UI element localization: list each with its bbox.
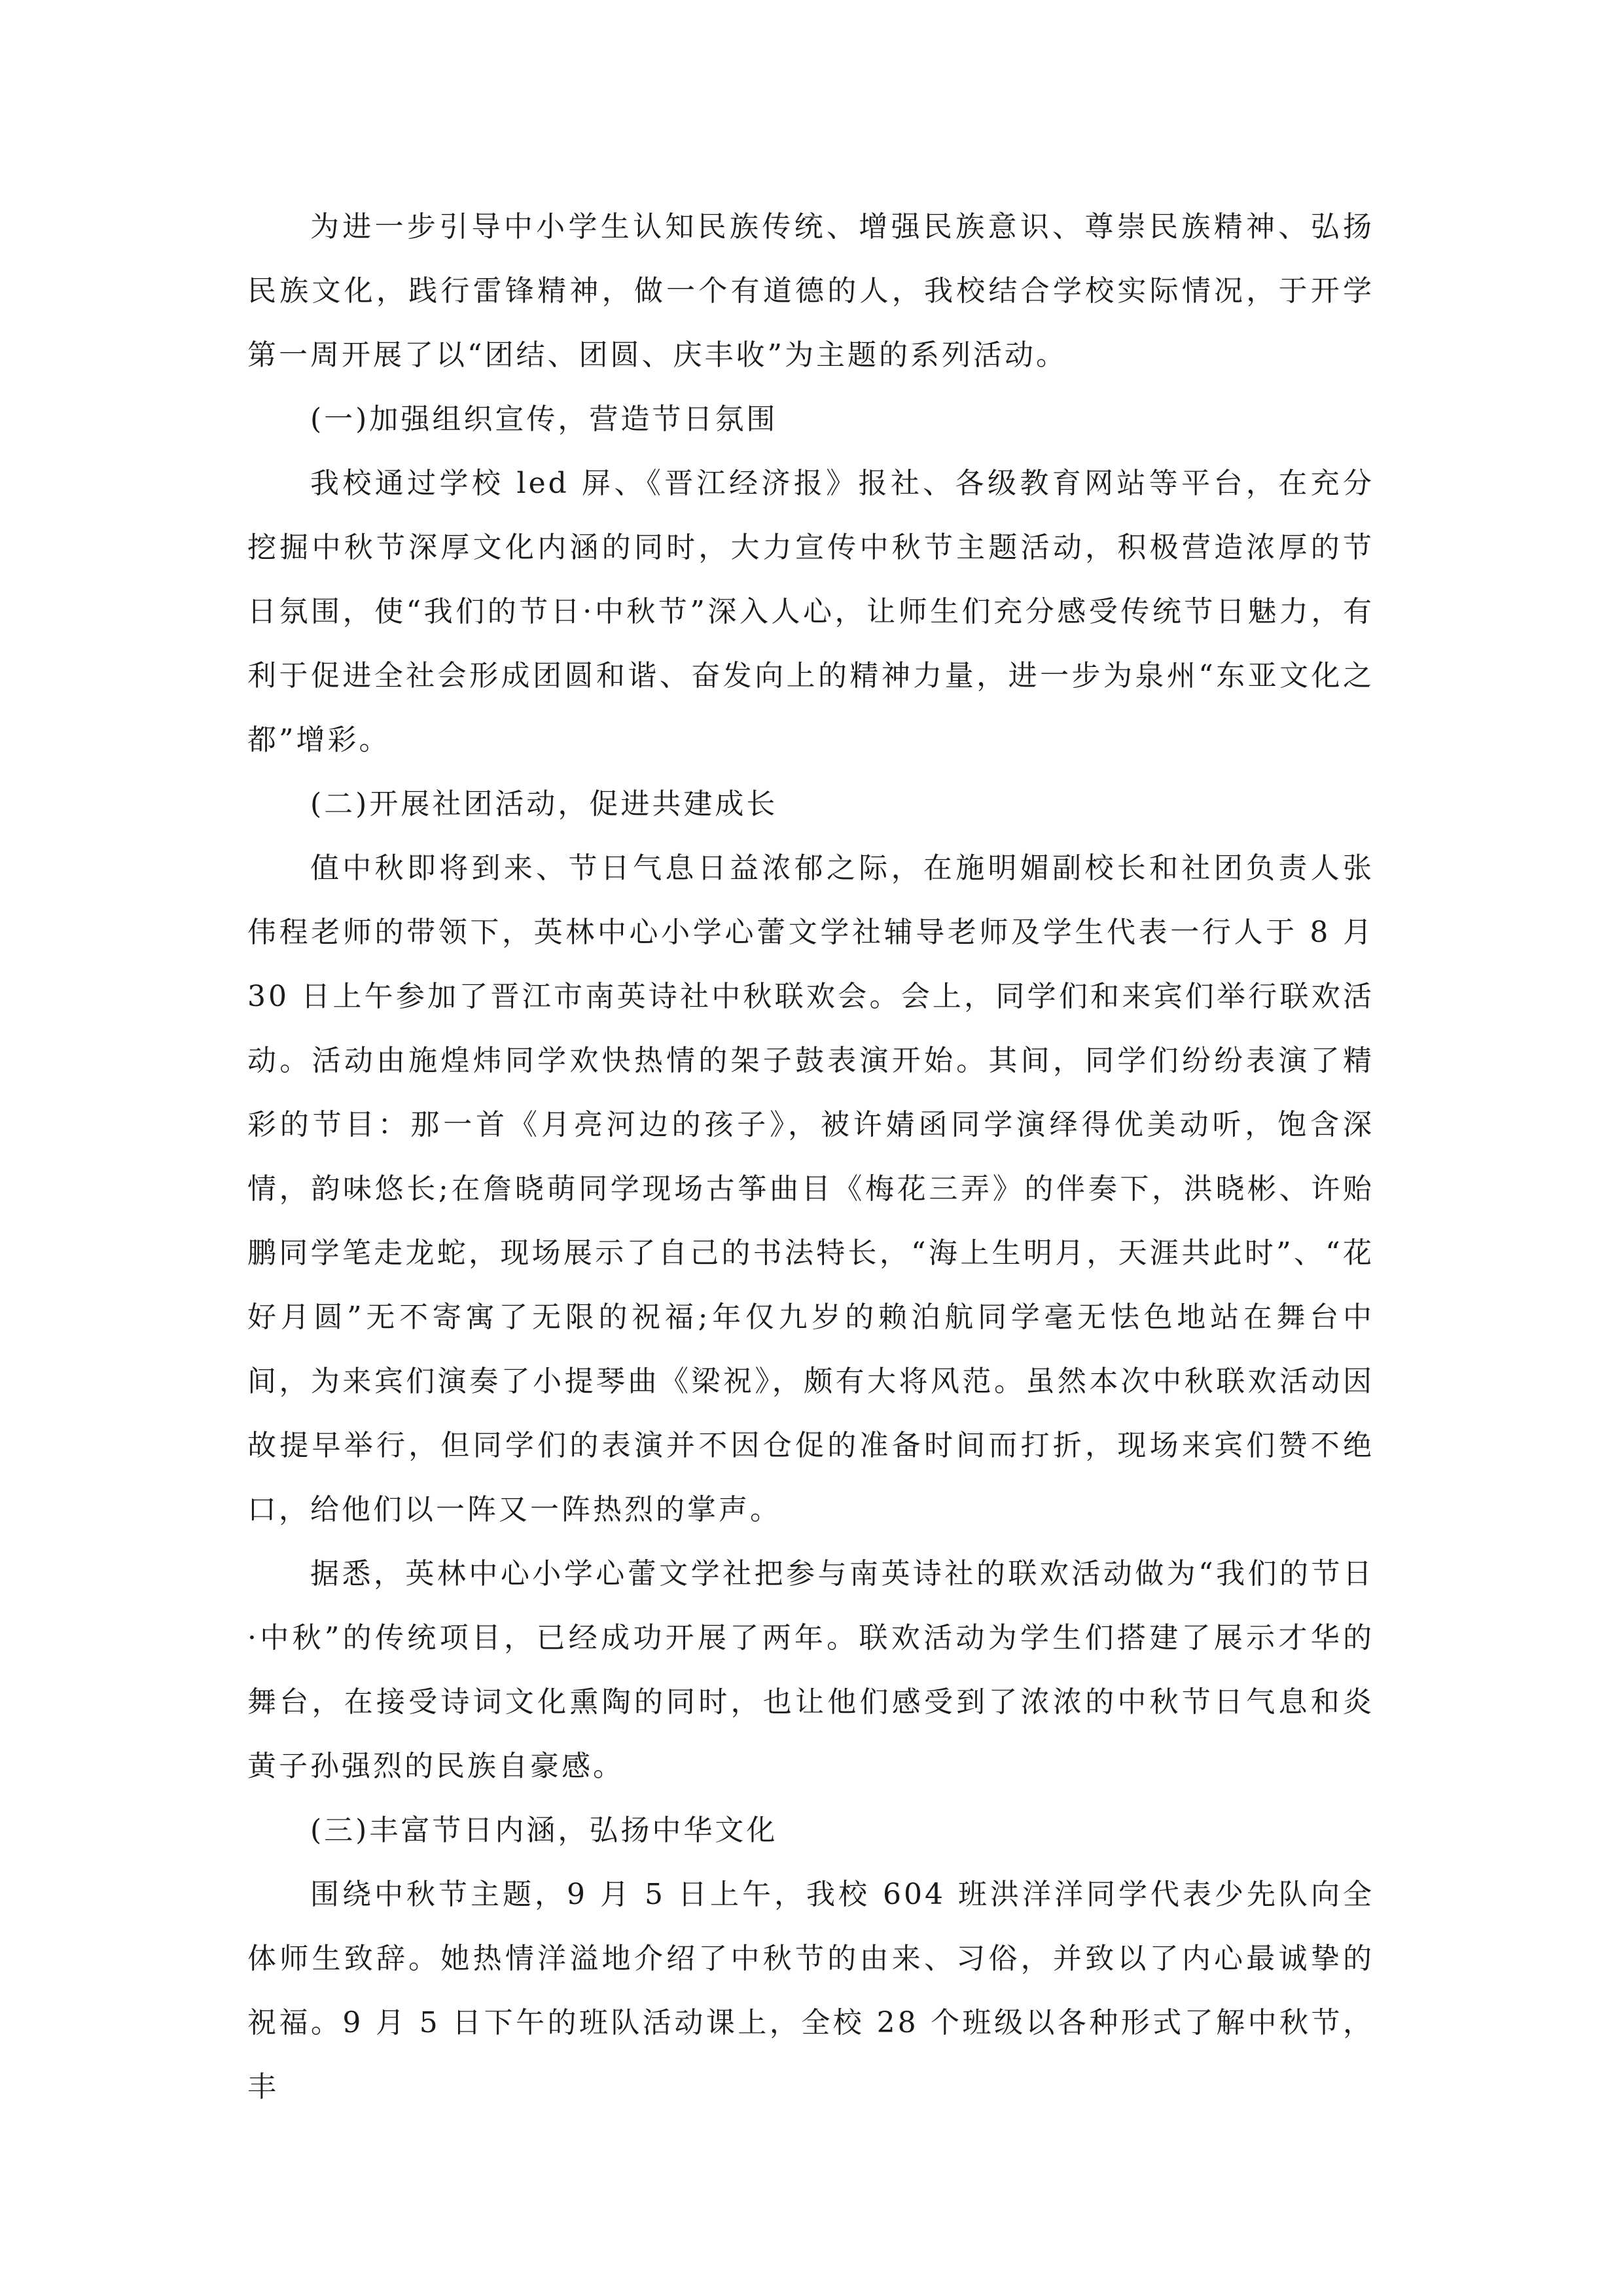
section-2-paragraph-2: 据悉，英林中心小学心蕾文学社把参与南英诗社的联欢活动做为“我们的节日·中秋”的传统项目，已经成功开展了两年。联欢活动为学生们搭建了展示才华的舞台，在接受诗词文化熏陶的同时，也让他们感受到了浓浓的中秋节日气息和炎黄子孙强烈的民族自豪感。 <box>247 1557 1374 1783</box>
section-3-paragraph: 围绕中秋节主题，9 月 5 日上午，我校 604 班洪洋洋同学代表少先队向全体师生致辞。她热情洋溢地介绍了中秋节的由来、习俗，并致以了内心最诚挚的祝福。9 月 5 日下午的班队活动课上，全校 28 个班级以各种形式了解中秋节，丰 <box>247 1878 1374 2104</box>
section-1-paragraph: 我校通过学校 led 屏、《晋江经济报》报社、各级教育网站等平台，在充分挖掘中秋节深厚文化内涵的同时，大力宣传中秋节主题活动，积极营造浓厚的节日氛围，使“我们的节日·中秋节”深入人心，让师生们充分感受传统节日魅力，有利于促进全社会形成团圆和谐、奋发向上的精神力量，进一步为泉州“东亚文化之都”增彩。 <box>247 467 1374 757</box>
document-body <box>247 195 1374 2119</box>
section-2-paragraph-1: 值中秋即将到来、节日气息日益浓郁之际，在施明媚副校长和社团负责人张伟程老师的带领下，英林中心小学心蕾文学社辅导老师及学生代表一行人于 8 月 30 日上午参加了晋江市南英诗社中秋联欢会。会上，同学们和来宾们举行联欢活动。活动由施煌炜同学欢快热情的架子鼓表演开始。其间，同学们纷纷表演了精彩的节目：那一首《月亮河边的孩子》，被许婧函同学演绎得优美动听，饱含深情，韵味悠长;在詹晓萌同学现场古筝曲目《梅花三弄》的伴奏下，洪晓彬、许贻鹏同学笔走龙蛇，现场展示了自己的书法特长，“海上生明月，天涯共此时”、“花好月圆”无不寄寓了无限的祝福;年仅九岁的赖泊航同学毫无怯色地站在舞台中间，为来宾们演奏了小提琴曲《梁祝》，颇有大将风范。虽然本次中秋联欢活动因故提早举行，但同学们的表演并不因仓促的准备时间而打折，现场来宾们赞不绝口，给他们以一阵又一阵热烈的掌声。 <box>247 852 1374 1526</box>
section-heading-2: (二)开展社团活动，促进共建成长 <box>310 787 778 821</box>
section-heading-3: (三)丰富节日内涵，弘扬中华文化 <box>310 1814 778 1847</box>
intro-paragraph: 为进一步引导中小学生认知民族传统、增强民族意识、尊崇民族精神、弘扬民族文化，践行雷锋精神，做一个有道德的人，我校结合学校实际情况，于开学第一周开展了以“团结、团圆、庆丰收”为主题的系列活动。 <box>247 210 1374 372</box>
section-heading-1: (一)加强组织宣传，营造节日氛围 <box>310 403 778 436</box>
